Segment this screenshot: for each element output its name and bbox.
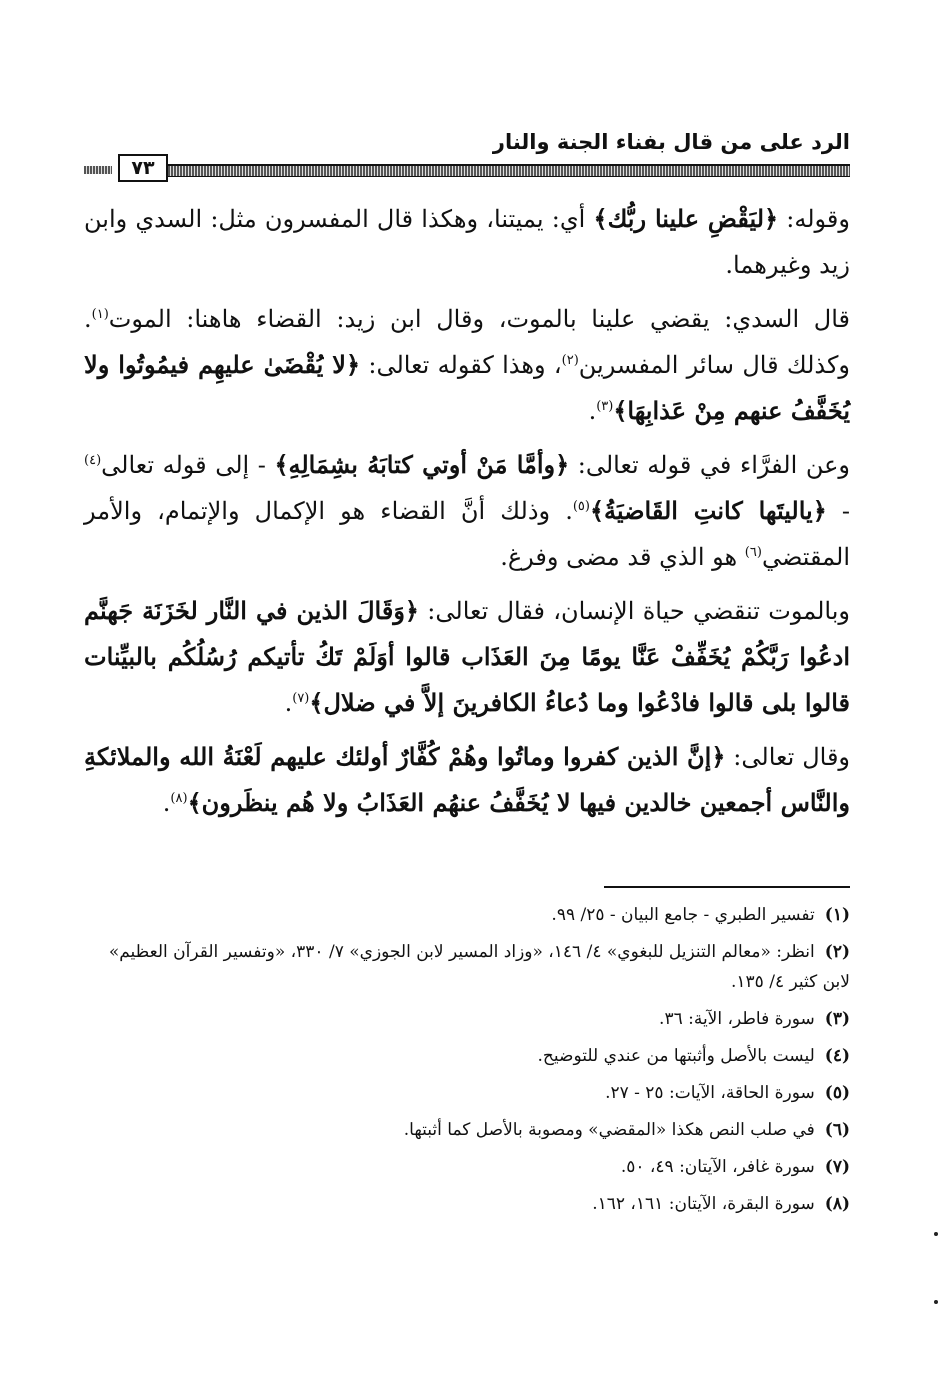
- text-segment: وبالموت تنقضي حياة الإنسان، فقال تعالى:: [418, 597, 850, 625]
- footnote-ref: (٨): [170, 791, 188, 806]
- footnotes: [84, 900, 850, 1226]
- footnote-item: [84, 1041, 850, 1071]
- footnote-text: انظر: «معالم التنزيل للبغوي» ٤/ ١٤٦، «وزاد المسير لابن الجوزي» ٧/ ٣٣٠، «وتفسير القرآن العظيم» لابن كثير ٤/ ١٣٥.: [108, 942, 850, 992]
- footnote-text: سورة البقرة، الآيتان: ١٦١، ١٦٢.: [592, 1194, 815, 1214]
- margin-dot: [934, 1300, 938, 1304]
- footnote-ref: (٦): [744, 545, 762, 560]
- header-rule-left: [84, 166, 112, 174]
- paragraph: [84, 734, 850, 826]
- footnote-item: [84, 1189, 850, 1219]
- header-rule: [168, 164, 850, 177]
- quran-quote: ﴿وأمَّا مَنْ أوتي كتابَهُ بشِمَالِهِ﴾: [274, 450, 570, 479]
- footnote-ref: (٥): [572, 499, 590, 514]
- footnote-ref: (٤): [84, 453, 102, 468]
- text-segment: . وذلك أنَّ القضاء هو الإكمال والإتمام، والأمر المقتضي: [84, 497, 850, 571]
- footnote-number: (٢): [824, 942, 850, 962]
- running-title: الرد على من قال بفناء الجنة والنار: [492, 130, 850, 154]
- footnote-separator: [604, 886, 850, 888]
- footnote-text: ليست بالأصل وأثبتها من عندي للتوضيح.: [537, 1046, 815, 1066]
- footnote-text: سورة فاطر، الآية: ٣٦.: [659, 1009, 815, 1029]
- page-number: ٧٣: [118, 154, 168, 182]
- quran-quote: ﴿إنَّ الذين كفروا وماتُوا وهُمْ كُفَّارٌ أولئك عليهم لَعْنَةُ الله والملائكةِ والنَّاس أجمعين خالدين فيها لا يُخَفَّفُ عنهُم العَذَابُ ولا هُم ينظَرون﴾: [84, 742, 850, 817]
- footnote-ref: (١): [91, 307, 109, 322]
- footnote-text: تفسير الطبري - جامع البيان - ٢٥/ ٩٩.: [551, 905, 815, 925]
- paragraph: [84, 196, 850, 288]
- text-segment: وعن الفرَّاء في قوله تعالى:: [569, 451, 851, 479]
- footnote-ref: (٢): [561, 353, 579, 368]
- text-segment: - إلى قوله تعالى: [101, 451, 275, 479]
- footnote-item: [84, 1078, 850, 1108]
- text-segment: أي: يميتنا، وهكذا قال المفسرون مثل: السدي وابن زيد وغيرهما.: [84, 205, 850, 279]
- footnote-item: [84, 937, 850, 997]
- footnote-text: في صلب النص هكذا «المقضي» ومصوبة بالأصل كما أثبتها.: [403, 1120, 815, 1140]
- footnote-item: [84, 1004, 850, 1034]
- footnote-number: (٥): [824, 1083, 850, 1103]
- text-segment: قال السدي: يقضي علينا بالموت، وقال ابن زيد: القضاء هاهنا: الموت: [108, 305, 851, 333]
- quran-quote: ﴿لا يُقْضَىٰ عليهِم فيمُوتُوا ولا يُخَفَّفُ عنهم مِنْ عَذابِهَا﴾: [84, 350, 850, 425]
- footnote-item: [84, 1115, 850, 1145]
- quran-quote: ﴿وَقَالَ الذين في النَّار لخَزَنَة جَهنَّم ادعُوا رَبَّكُمْ يُخَفِّفْ عَنَّا يومًا مِنَ العَذَاب قالوا أوَلَمْ تَكُ تأتيكم رُسُلُكُم بالبيِّنات قالوا بلى قالوا فادْعُوا وما دُعاءُ الكافرينَ إلاَّ في ضلال﴾: [84, 596, 850, 717]
- page-header: [84, 128, 850, 184]
- text-segment: هو الذي قد مضى وفرغ.: [500, 543, 745, 571]
- footnote-ref: (٧): [292, 691, 310, 706]
- text-segment: . وكذلك قال سائر المفسرين: [84, 305, 850, 379]
- text-segment: -: [826, 497, 850, 525]
- footnote-number: (٧): [824, 1157, 850, 1177]
- quran-quote: ﴿ياليتَها كانتِ القَاضيَةُ﴾: [589, 496, 827, 525]
- paragraph: [84, 296, 850, 434]
- footnote-text: سورة غافر، الآيتان: ٤٩، ٥٠.: [620, 1157, 815, 1177]
- text-segment: ، وهذا كقوله تعالى:: [360, 351, 562, 379]
- paragraph: [84, 442, 850, 580]
- footnote-item: [84, 1152, 850, 1182]
- footnote-number: (١): [824, 905, 850, 925]
- margin-dot: [934, 1232, 938, 1236]
- text-segment: وقوله:: [778, 205, 850, 233]
- footnote-item: [84, 900, 850, 930]
- footnote-text: سورة الحاقة، الآيات: ٢٥ - ٢٧.: [605, 1083, 815, 1103]
- footnote-number: (٦): [824, 1120, 850, 1140]
- footnote-number: (٣): [824, 1009, 850, 1029]
- text-segment: .: [284, 689, 293, 717]
- footnote-number: (٨): [824, 1194, 850, 1214]
- text-segment: وقال تعالى:: [725, 743, 851, 771]
- quran-quote: ﴿ليَقْضِ علينا ربُّك﴾: [593, 204, 779, 233]
- main-text: [84, 196, 850, 834]
- footnote-number: (٤): [824, 1046, 850, 1066]
- footnote-ref: (٣): [596, 399, 614, 414]
- paragraph: [84, 588, 850, 726]
- text-segment: .: [588, 397, 597, 425]
- text-segment: .: [162, 789, 171, 817]
